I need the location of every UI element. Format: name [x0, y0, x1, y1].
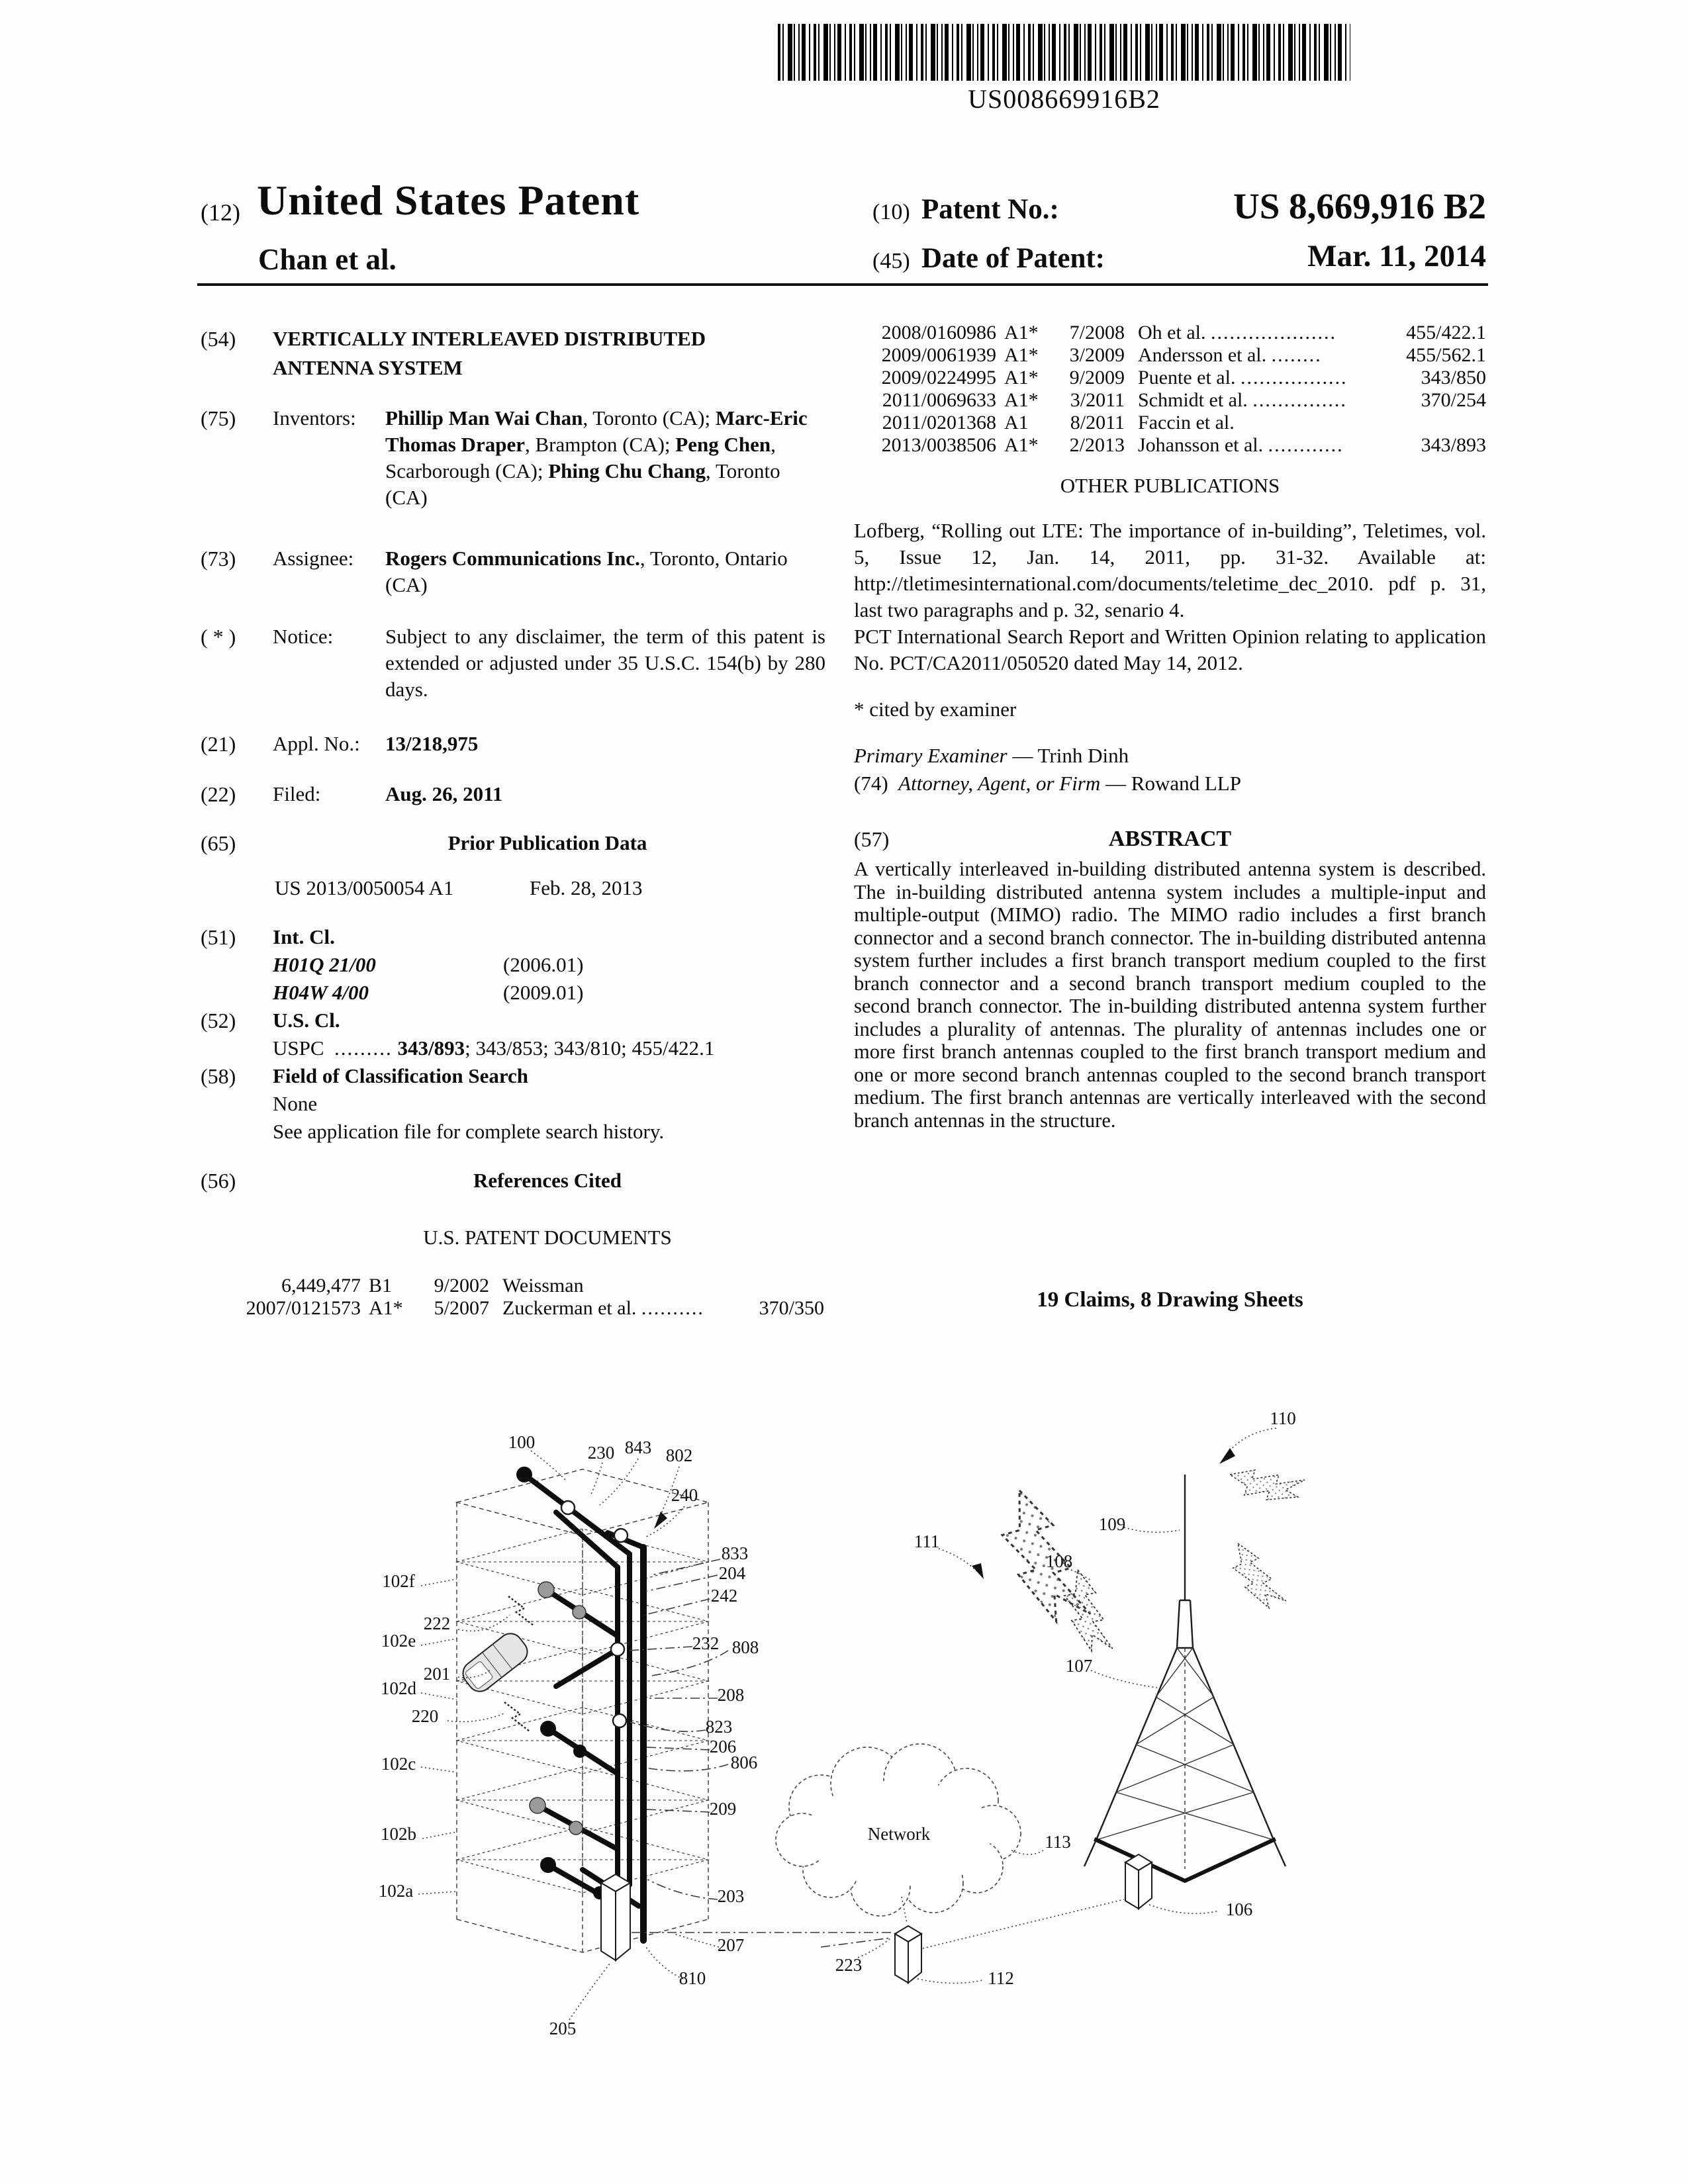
int-cl-ver-2: (2009.01) — [503, 981, 584, 1004]
ref-808: 808 — [731, 1637, 759, 1657]
ref-109: 109 — [1098, 1514, 1126, 1534]
ref-205: 205 — [549, 2019, 577, 2038]
filed-label: Filed: — [273, 782, 321, 805]
attorney-line: (74) Attorney, Agent, or Firm — Rowand LLP — [854, 772, 1241, 795]
int-cl-ver-1: (2006.01) — [503, 953, 584, 976]
cited-by-examiner-note: * cited by examiner — [854, 698, 1017, 721]
filed-value: Aug. 26, 2011 — [385, 782, 503, 805]
ref-102a: 102a — [378, 1881, 414, 1901]
ref-100: 100 — [508, 1432, 536, 1452]
ref-102b: 102b — [381, 1824, 416, 1844]
ref-108: 108 — [1045, 1551, 1073, 1571]
field-10-number: (10) — [872, 200, 910, 224]
network-node-box-112 — [895, 1926, 921, 1983]
ref-232: 232 — [692, 1633, 720, 1653]
ref-810: 810 — [679, 1968, 706, 1988]
mobile-device-icon — [458, 1629, 532, 1696]
notice-text: Subject to any disclaimer, the term of this patent is extended or adjusted under 35 U.S.C. 154(b) by 280 days. — [385, 625, 825, 701]
connector-823 — [613, 1714, 626, 1727]
ref-206: 206 — [709, 1737, 737, 1756]
field-54-number: (54) — [201, 327, 236, 351]
field-22-number: (22) — [201, 782, 236, 806]
ref-102f: 102f — [382, 1571, 415, 1591]
field-57-number: (57) — [854, 827, 890, 851]
primary-examiner-line: Primary Examiner — Trinh Dinh — [854, 744, 1129, 767]
field-51-number: (51) — [201, 925, 236, 949]
ref-102d: 102d — [381, 1678, 416, 1698]
figure-reference-numerals — [379, 1408, 1296, 2038]
cited-ref-row: 2011/0201368 A1 8/2011 Faccin et al. — [882, 412, 1235, 433]
ref-220: 220 — [411, 1706, 439, 1726]
us-patent-docs-heading: U.S. PATENT DOCUMENTS — [423, 1226, 672, 1249]
network-cloud-label: Network — [867, 1824, 931, 1844]
field-45-number: (45) — [872, 249, 910, 273]
invention-title: VERTICALLY INTERLEAVED DISTRIBUTED ANTENNA SYSTEM — [273, 327, 706, 379]
connector-232 — [611, 1643, 624, 1656]
roof-antenna-dot — [516, 1467, 532, 1482]
figure-1-drawing — [357, 1377, 1324, 2078]
patent-number: US 8,669,916 B2 — [1233, 186, 1486, 226]
header-rule — [197, 283, 1488, 286]
claims-line: 19 Claims, 8 Drawing Sheets — [1037, 1288, 1303, 1312]
patent-no-label: Patent No.: — [921, 194, 1059, 225]
ref-843: 843 — [624, 1437, 652, 1457]
barcode-number: US008669916B2 — [968, 84, 1160, 114]
date-of-patent-label: Date of Patent: — [921, 243, 1105, 274]
cited-ref-row: 2011/0069633 A1* 3/2011 Schmidt et al. ............... 370/254 — [882, 389, 1486, 411]
prior-pub-date: Feb. 28, 2013 — [530, 876, 643, 899]
ref-207: 207 — [717, 1935, 745, 1955]
cited-ref-row: 2009/0224995 A1* 9/2009 Puente et al. ................. 343/850 — [881, 367, 1486, 388]
ref-823: 823 — [705, 1717, 733, 1737]
field-search-none: None — [273, 1092, 318, 1115]
field-56-number: (56) — [201, 1169, 236, 1193]
ref-113: 113 — [1045, 1832, 1071, 1852]
connector-230 — [561, 1501, 575, 1514]
us-ref-row: 6,449,477 B1 9/2002 Weissman — [281, 1275, 584, 1297]
ref-111: 111 — [914, 1531, 940, 1551]
field-52-number: (52) — [201, 1009, 236, 1032]
prior-pub-heading: Prior Publication Data — [447, 831, 647, 854]
ref-209: 209 — [709, 1799, 737, 1819]
ref-223: 223 — [835, 1955, 863, 1975]
arrowhead-802 — [654, 1512, 667, 1529]
ref-102e: 102e — [381, 1631, 416, 1651]
field-search-heading: Field of Classification Search — [273, 1064, 529, 1087]
notice-number: ( * ) — [201, 625, 236, 649]
cited-ref-row: 2009/0061939 A1* 3/2009 Andersson et al. ........ 455/562.1 — [881, 344, 1486, 366]
building-outline — [457, 1469, 708, 1952]
abstract-heading: ABSTRACT — [1108, 827, 1232, 851]
appl-no-label: Appl. No.: — [273, 732, 360, 755]
references-cited-heading: References Cited — [473, 1169, 622, 1192]
cell-tower — [1084, 1475, 1286, 1881]
publication-1: Lofberg, “Rolling out LTE: The importance of in-building”, Teletimes, vol. 5, Issue 12, Jan. 14, 2011, pp. 31-32. Available at: http://tletimesinternational.com/documents/teletime_dec_2010. pdf p. 31, last two paragraphs and p. 32, senario 4. — [854, 519, 1486, 621]
notice-label: Notice: — [273, 625, 334, 648]
ref-222: 222 — [423, 1614, 451, 1633]
publication-2: PCT International Search Report and Written Opinion relating to application No. PCT/CA2011/050520 dated May 14, 2012. — [854, 625, 1486, 674]
assignee-label: Assignee: — [273, 547, 354, 570]
field-12-number: (12) — [201, 199, 240, 226]
inventors-label: Inventors: — [273, 406, 356, 430]
ref-107: 107 — [1065, 1656, 1093, 1676]
ref-203: 203 — [717, 1886, 745, 1906]
us-cl-heading: U.S. Cl. — [273, 1009, 340, 1032]
field-75-number: (75) — [201, 406, 236, 430]
assignee-value: Rogers Communications Inc., Toronto, Ontario (CA) — [385, 547, 788, 596]
date-of-patent: Mar. 11, 2014 — [1307, 239, 1486, 273]
inventors-list: Phillip Man Wai Chan, Toronto (CA); Marc-Eric Thomas Draper, Brampton (CA); Peng Chen, Scarborough (CA); Phing Chu Chang, Toronto (CA) — [385, 406, 808, 509]
ref-242: 242 — [710, 1586, 738, 1606]
ref-833: 833 — [721, 1543, 749, 1563]
field-21-number: (21) — [201, 732, 236, 756]
cited-ref-row: 2008/0160986 A1* 7/2008 Oh et al. .................... 455/422.1 — [881, 322, 1486, 343]
other-publications-heading: OTHER PUBLICATIONS — [1060, 474, 1280, 497]
ref-240: 240 — [671, 1485, 698, 1505]
ref-806: 806 — [730, 1752, 758, 1772]
uspc-line: USPC ......... 343/893; 343/853; 343/810; 455/422.1 — [273, 1036, 715, 1060]
cited-ref-row: 2013/0038506 A1* 2/2013 Johansson et al. ............ 343/893 — [881, 434, 1486, 456]
ref-204: 204 — [718, 1563, 746, 1583]
page-title: United States Patent — [257, 177, 640, 224]
barcode — [778, 24, 1350, 81]
arrowhead-110 — [1219, 1448, 1235, 1464]
network-cloud — [776, 1744, 1021, 1916]
prior-pub-number: US 2013/0050054 A1 — [275, 876, 454, 899]
int-cl-heading: Int. Cl. — [273, 925, 335, 948]
ref-208: 208 — [717, 1685, 745, 1705]
field-search-note: See application file for complete search history. — [273, 1120, 665, 1143]
connector-240 — [614, 1529, 628, 1542]
appl-no-value: 13/218,975 — [385, 732, 479, 755]
field-65-number: (65) — [201, 831, 236, 855]
int-cl-code-2: H04W 4/00 — [273, 981, 369, 1004]
ref-102c: 102c — [381, 1754, 416, 1774]
ref-230: 230 — [587, 1443, 615, 1463]
field-73-number: (73) — [201, 547, 236, 570]
int-cl-code-1: H01Q 21/00 — [273, 953, 376, 976]
field-58-number: (58) — [201, 1064, 236, 1088]
abstract-text: A vertically interleaved in-building distributed antenna system is described. The in-building distributed antenna system includes a multiple-input and multiple-output (MIMO) radio. The MIMO radio includes a first branch connector and a second branch connector. The in-building distributed antenna system further includes a first branch transport medium coupled to the first branch connector and a second branch transport medium coupled to the second branch connector. The in-building distributed antenna system further includes a plurality of antennas. The plurality of antennas includes one or more first branch antennas coupled to the first branch transport medium and one or more second branch antennas coupled to the second branch transport medium. The first branch antennas are vertically interleaved with the second branch antennas in the structure. — [854, 858, 1486, 1132]
first-inventor-line: Chan et al. — [258, 243, 397, 276]
arrowhead-111 — [972, 1563, 984, 1579]
ref-802: 802 — [665, 1445, 693, 1465]
radio-unit-box-205 — [601, 1874, 630, 1960]
ref-110: 110 — [1270, 1408, 1296, 1428]
rf-signal-bolt-icon — [982, 1440, 1311, 1659]
ref-106: 106 — [1225, 1899, 1253, 1919]
base-station-box-106 — [1125, 1854, 1152, 1909]
us-ref-row: 2007/0121573 A1* 5/2007 Zuckerman et al. .......... 370/350 — [246, 1297, 824, 1319]
ref-201: 201 — [423, 1664, 451, 1684]
ref-112: 112 — [988, 1968, 1014, 1988]
